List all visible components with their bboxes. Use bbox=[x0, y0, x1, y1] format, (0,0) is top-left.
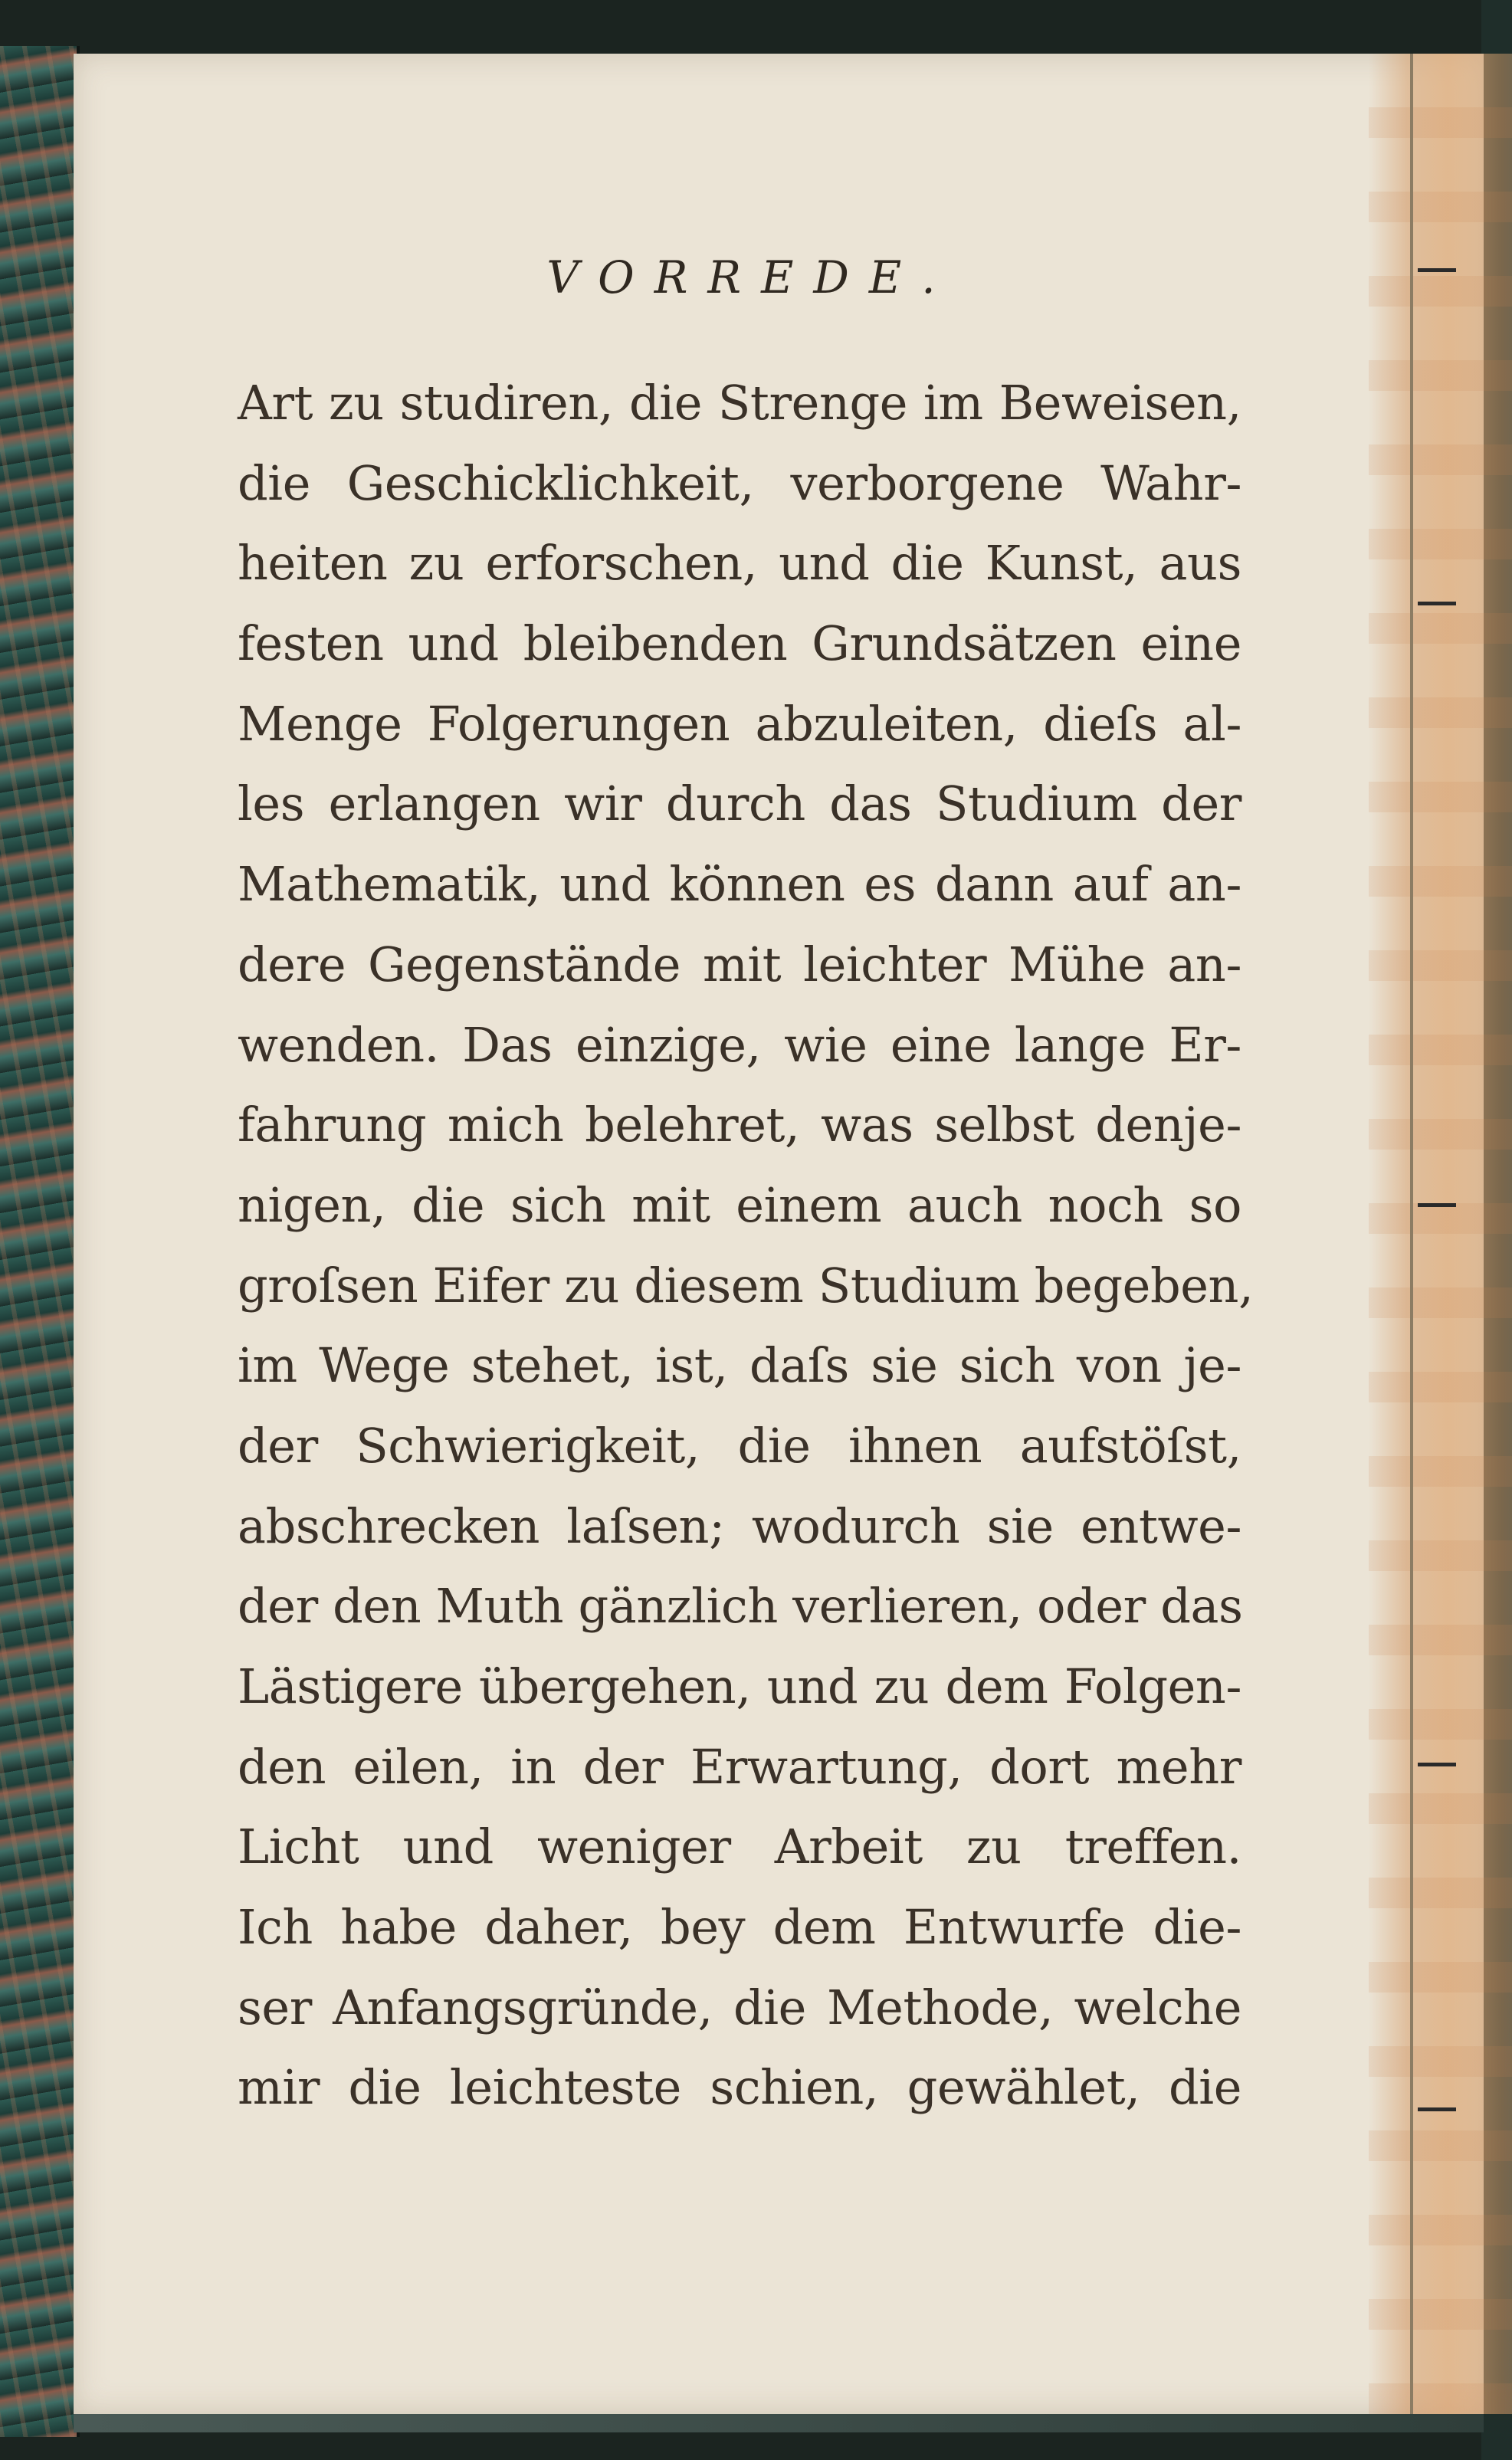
text-line: die Geschicklichkeit, verborgene Wahr- bbox=[238, 454, 1241, 511]
text-line: groſsen Eifer zu diesem Studium begeben, bbox=[238, 1257, 1254, 1314]
text-line: mir die leichteste schien, gewählet, die bbox=[238, 2059, 1241, 2116]
page-bottom-edge bbox=[74, 2414, 1484, 2432]
text-line: Menge Folgerungen abzuleiten, dieſs al- bbox=[238, 695, 1241, 752]
stitch-mark bbox=[1418, 1203, 1456, 1207]
stitch-mark bbox=[1418, 268, 1456, 272]
stitch-mark bbox=[1418, 1763, 1456, 1766]
text-line: der Schwierigkeit, die ihnen aufstöſst, bbox=[238, 1417, 1241, 1474]
stitch-mark bbox=[1418, 2107, 1456, 2111]
text-line: Mathematik, und können es dann auf an- bbox=[238, 856, 1241, 913]
gutter-line bbox=[1410, 54, 1413, 2414]
text-line: fahrung mich belehret, was selbst denje- bbox=[238, 1097, 1241, 1153]
text-line: der den Muth gänzlich verlieren, oder das bbox=[238, 1578, 1243, 1635]
running-head: VORREDE. bbox=[546, 251, 956, 303]
text-line: Ich habe daher, bey dem Entwurfe die- bbox=[238, 1899, 1241, 1956]
text-line: wenden. Das einzige, wie eine lange Er- bbox=[238, 1016, 1241, 1073]
marbled-cover-edge bbox=[0, 46, 80, 2437]
foxing-stain bbox=[1369, 54, 1512, 2414]
text-line: les erlangen wir durch das Studium der bbox=[238, 776, 1241, 832]
text-line: im Wege stehet, ist, daſs sie sich von je- bbox=[238, 1337, 1241, 1394]
stitch-mark bbox=[1418, 602, 1456, 605]
text-block bbox=[238, 176, 1254, 2128]
text-line: festen und bleibenden Grundsätzen eine bbox=[238, 615, 1241, 672]
text-line: abschrecken laſsen; wodurch sie entwe- bbox=[238, 1497, 1241, 1554]
text-line: Art zu studiren, die Strenge im Beweisen, bbox=[238, 375, 1241, 431]
text-line: ser Anfangsgründe, die Methode, welche bbox=[238, 1979, 1241, 2035]
text-line: dere Gegenstände mit leichter Mühe an- bbox=[238, 936, 1241, 992]
text-line: Lästigere übergehen, und zu dem Folgen- bbox=[238, 1658, 1241, 1714]
text-line: Licht und weniger Arbeit zu treffen. bbox=[238, 1819, 1241, 1875]
text-line: nigen, die sich mit einem auch noch so bbox=[238, 1176, 1241, 1233]
text-line: heiten zu erforschen, und die Kunst, aus bbox=[238, 535, 1241, 592]
text-line: den eilen, in der Erwartung, dort mehr bbox=[238, 1738, 1241, 1795]
